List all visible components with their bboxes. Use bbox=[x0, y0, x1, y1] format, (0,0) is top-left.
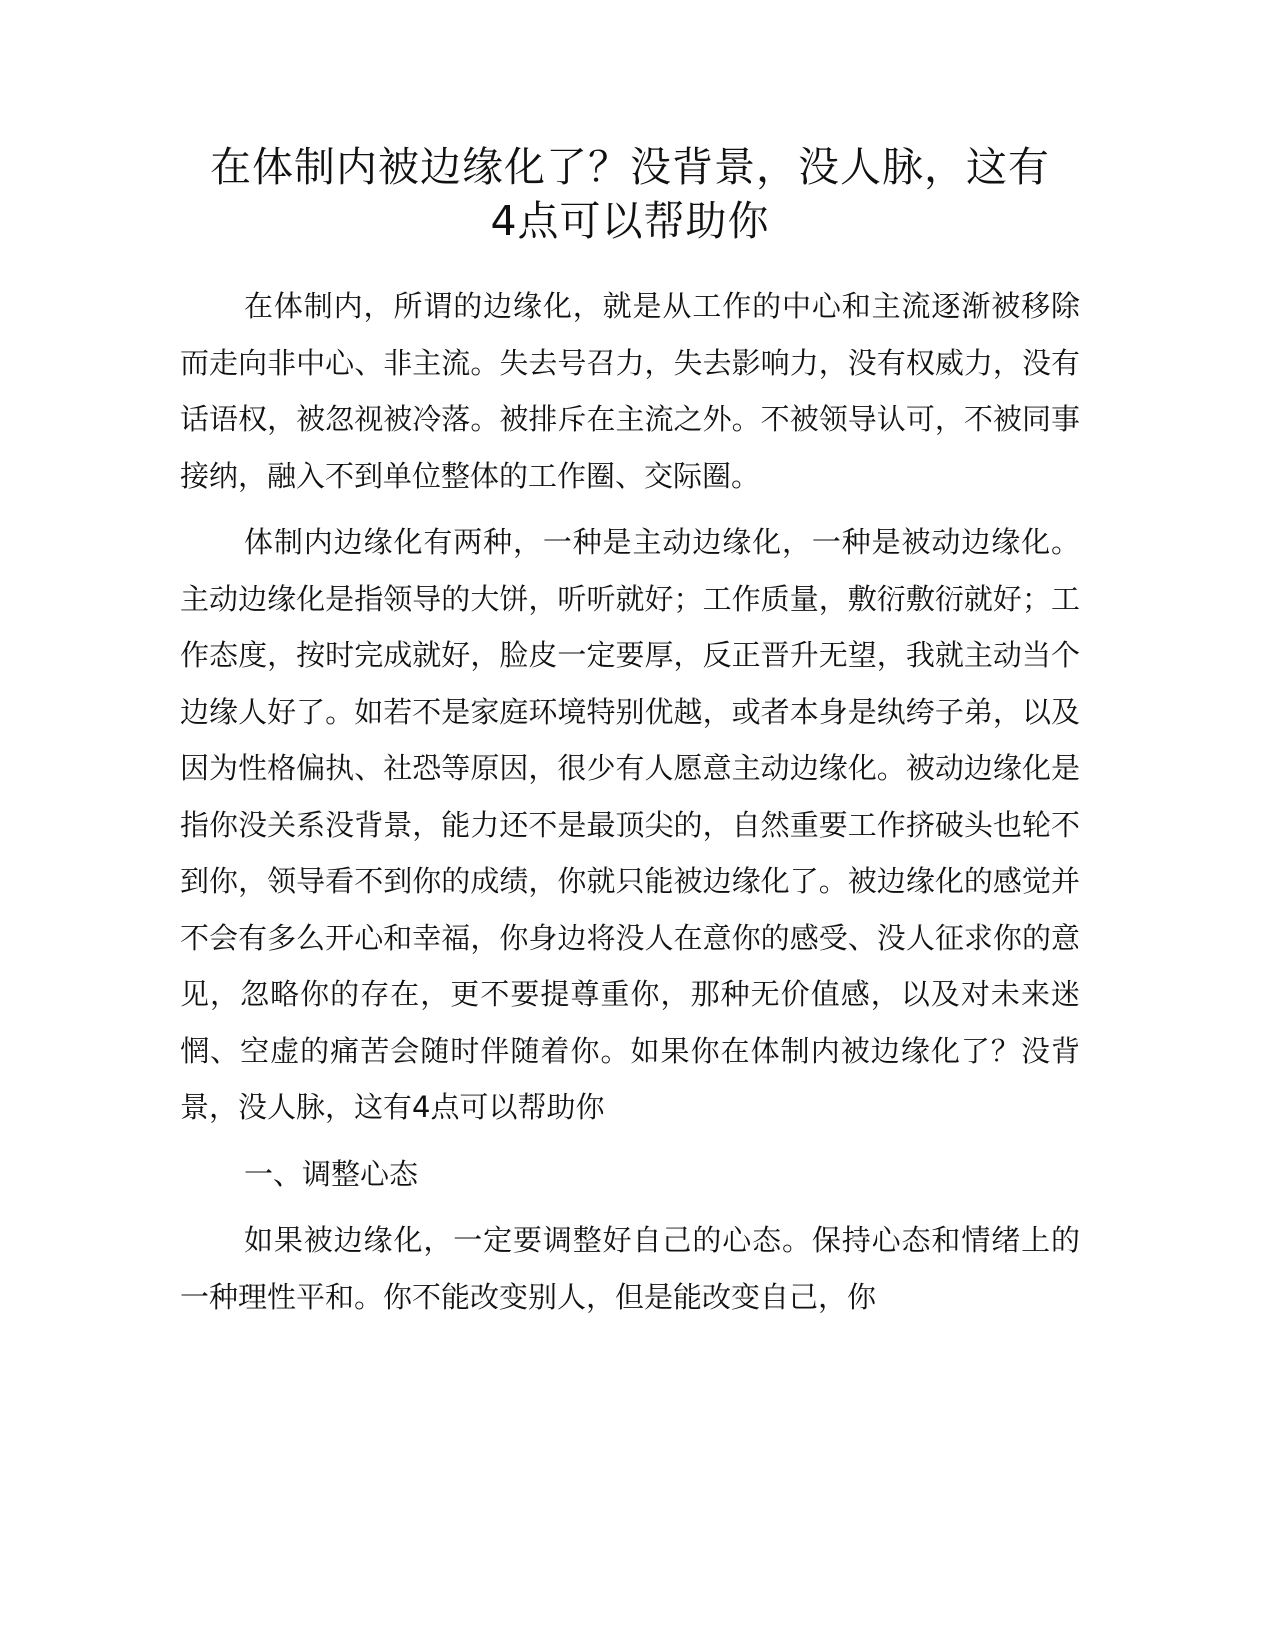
document-page bbox=[180, 140, 1080, 1335]
section-heading: 一、调整心态 bbox=[244, 1156, 419, 1191]
paragraph-types: 体制内边缘化有两种，一种是主动边缘化，一种是被动边缘化。主动边缘化是指领导的大饼，听听就好；工作质量，敷衍敷衍就好；工作态度，按时完成就好，脸皮一定要厚，反正晋升无望，我就主动当个边缘人好了。如若不是家庭环境特别优越，或者本身是纨绔子弟，以及因为性格偏执、社恐等原因，很少有人愿意主动边缘化。被动边缘化是指你没关系没背景，能力还不是最顶尖的，自然重要工作挤破头也轮不到你，领导看不到你的成绩，你就只能被边缘化了。被边缘化的感觉并不会有多么开心和幸福，你身边将没人在意你的感受、没人征求你的意见，忽略你的存在，更不要提尊重你，那种无价值感，以及对未来迷惘、空虚的痛苦会随时伴随着你。如果你在体制内被边缘化了？没背景，没人脉，这有4点可以帮助你 bbox=[180, 525, 1080, 1124]
title-line-1: 在体制内被边缘化了？没背景，没人脉，这有 bbox=[210, 143, 1050, 191]
document-body bbox=[180, 278, 1080, 1325]
document-title bbox=[180, 140, 1080, 248]
title-line-2: 4点可以帮助你 bbox=[490, 197, 770, 245]
paragraph-intro: 在体制内，所谓的边缘化，就是从工作的中心和主流逐渐被移除而走向非中心、非主流。失去号召力，失去影响力，没有权威力，没有话语权，被忽视被冷落。被排斥在主流之外。不被领导认可，不被同事接纳，融入不到单位整体的工作圈、交际圈。 bbox=[180, 289, 1080, 493]
section-paragraph: 如果被边缘化，一定要调整好自己的心态。保持心态和情绪上的一种理性平和。你不能改变别人，但是能改变自己，你 bbox=[180, 1223, 1080, 1314]
